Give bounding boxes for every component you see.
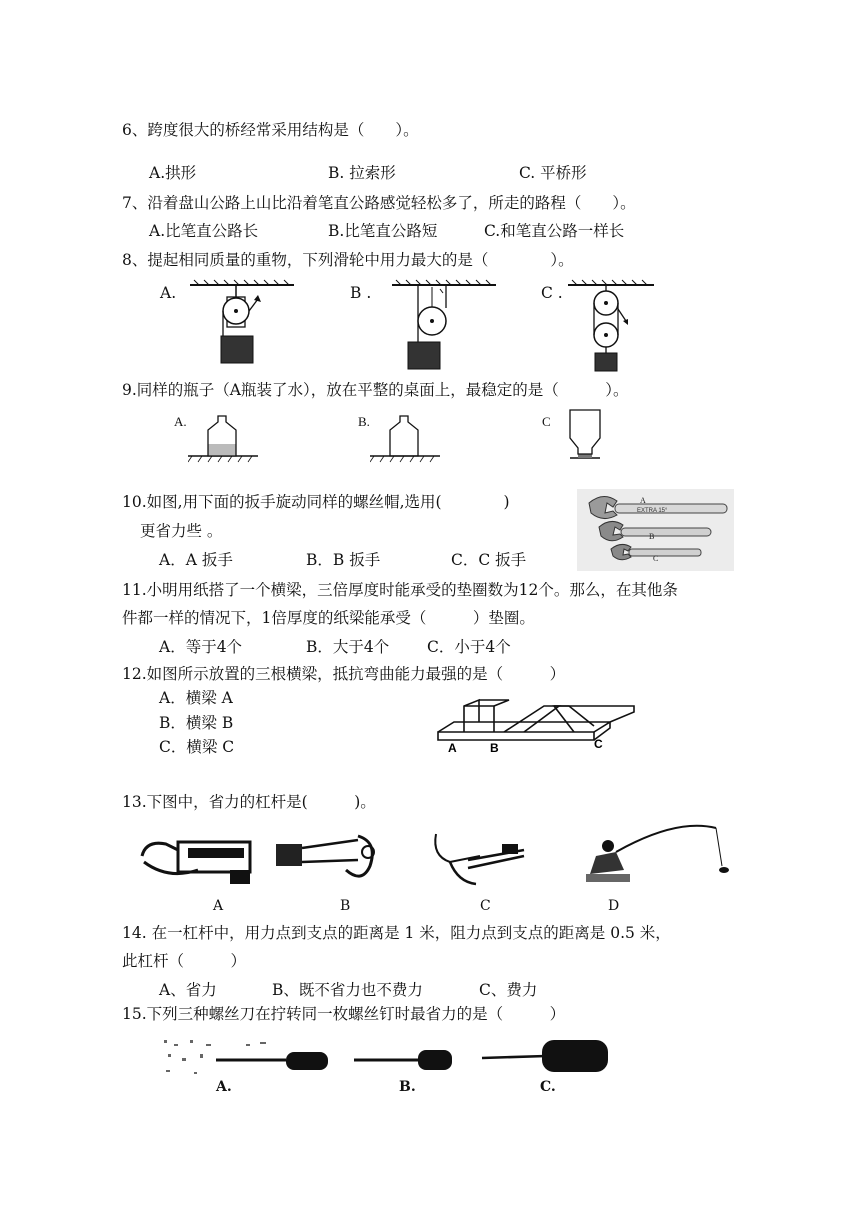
q12-option-a: A．横梁 A — [159, 689, 233, 707]
q14-option-b: B、既不省力也不费力 — [272, 981, 423, 999]
q12-option-c: C．横梁 C — [159, 738, 235, 756]
lever-a-stapler-icon — [138, 826, 258, 892]
q7-stem: 7、沿着盘山公路上山比沿着笔直公路感觉轻松多了，所走的路程（ ）。 — [122, 194, 636, 212]
q15-stem: 15.下列三种螺丝刀在拧转同一枚螺丝钉时最省力的是（ ） — [122, 1005, 566, 1023]
q6-stem: 6、跨度很大的桥经常采用结构是（ ）。 — [122, 121, 419, 139]
q8-label-b: B . — [350, 284, 372, 302]
q10-option-c: C．C 扳手 — [451, 551, 527, 569]
q11-line2: 件都一样的情况下，1倍厚度的纸梁能承受（ ）垫圈。 — [122, 609, 535, 627]
q7-option-b: B.比笔直公路短 — [328, 222, 438, 240]
q13-stem: 13.下图中，省力的杠杆是( )。 — [122, 793, 376, 811]
q15-label-c: C. — [540, 1079, 556, 1095]
wrench-label-c: C — [653, 554, 659, 563]
lever-b-nutcracker-icon — [272, 826, 392, 892]
q9-stem: 9.同样的瓶子（A瓶装了水），放在平整的桌面上，最稳定的是（ ）。 — [122, 381, 629, 399]
pulley-b-figure — [390, 279, 500, 375]
lever-d-fishing-icon — [586, 822, 746, 888]
q6-option-a: A.拱形 — [149, 164, 197, 182]
q9-label-a: A. — [174, 414, 187, 429]
screwdriver-a-icon — [160, 1036, 330, 1080]
q10-stem: 10.如图,用下面的扳手旋动同样的螺丝帽,选用( ) — [122, 493, 510, 511]
q13-label-d: D — [608, 898, 620, 914]
q9-label-c: C — [542, 414, 551, 429]
q11-line1: 11.小明用纸搭了一个横梁，三倍厚度时能承受的垫圈数为12个。那么，在其他条 — [122, 581, 678, 599]
bottle-b-figure — [370, 410, 440, 464]
beam-label-c: C — [594, 737, 603, 751]
q11-option-b: B．大于4个 — [306, 638, 390, 656]
q14-option-a: A、省力 — [159, 981, 217, 999]
q15-label-b: B. — [399, 1079, 416, 1095]
q6-option-c: C. 平桥形 — [519, 164, 587, 182]
q10-option-b: B．B 扳手 — [306, 551, 381, 569]
q13-label-c: C — [480, 898, 491, 914]
screwdriver-b-icon — [352, 1042, 456, 1076]
q7-option-a: A.比笔直公路长 — [149, 222, 259, 240]
q11-option-c: C．小于4个 — [427, 638, 511, 656]
q14-line1: 14. 在一杠杆中，用力点到支点的距离是 1 米，阻力点到支点的距离是 0.5 米， — [122, 924, 671, 942]
q12-option-b: B．横梁 B — [159, 714, 234, 732]
q14-line2: 此杠杆（ ） — [122, 952, 247, 970]
wrenches-figure — [577, 489, 734, 571]
bottle-a-figure — [188, 410, 258, 464]
beam-label-b: B — [490, 741, 499, 752]
q10-option-a: A．A 扳手 — [159, 551, 233, 569]
wrench-label-b: B — [649, 532, 655, 541]
q12-stem: 12.如图所示放置的三根横梁，抵抗弯曲能力最强的是（ ） — [122, 665, 566, 683]
wrench-b-icon — [599, 521, 711, 540]
screwdriver-c-icon — [480, 1036, 612, 1074]
q15-label-a: A. — [216, 1079, 232, 1095]
lever-c-pliers-icon — [428, 826, 540, 892]
pulley-a-figure — [188, 279, 298, 369]
q6-option-b: B. 拉索形 — [328, 164, 396, 182]
q11-option-a: A．等于4个 — [159, 638, 243, 656]
bottle-c-figure — [560, 408, 610, 464]
q8-label-a: A. — [160, 284, 177, 302]
wrench-label-a: A — [640, 496, 646, 505]
q8-label-c: C . — [541, 284, 563, 302]
q8-stem: 8、提起相同质量的重物，下列滑轮中用力最大的是（ ）。 — [122, 251, 574, 269]
pulley-c-figure — [566, 279, 658, 375]
q13-label-a: A — [213, 898, 224, 914]
q10-stem-cont: 更省力些 。 — [140, 522, 223, 540]
q14-option-c: C、费力 — [479, 981, 538, 999]
wrench-engraving: EXTRA 15° — [637, 508, 668, 514]
beam-label-a: A — [448, 741, 457, 752]
q7-option-c: C.和笔直公路一样长 — [484, 222, 625, 240]
q9-label-b: B. — [358, 414, 370, 429]
beams-figure — [434, 696, 644, 752]
q13-label-b: B — [340, 898, 351, 914]
